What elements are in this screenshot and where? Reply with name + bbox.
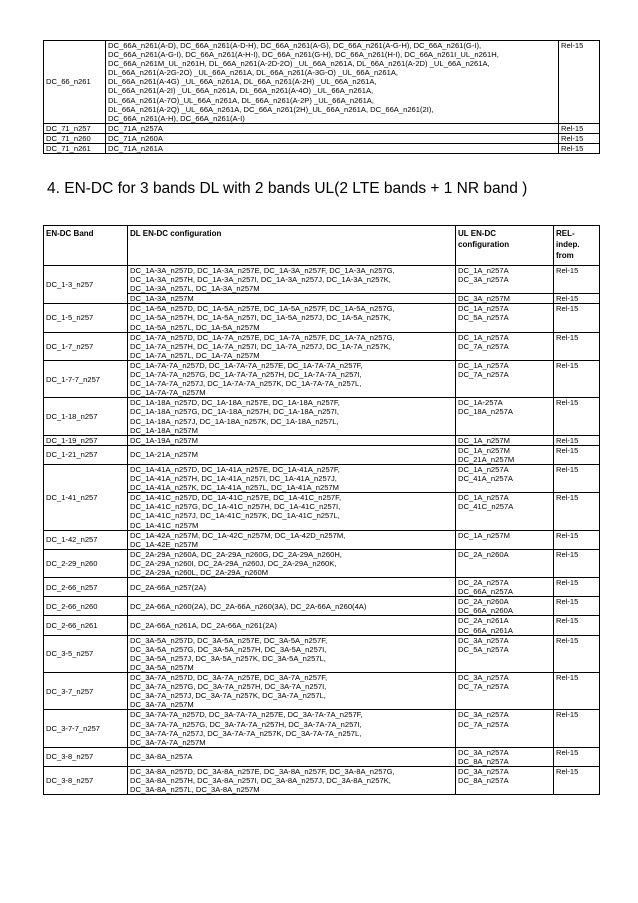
top-band-table bbox=[43, 40, 600, 154]
dl-config-line: DC_3A-7A-7A_n257M bbox=[130, 737, 206, 747]
dl-config-line: DC_3A-8A_n257A bbox=[130, 752, 193, 762]
header-ul-line: configuration bbox=[458, 240, 510, 249]
rel-cell: Rel-15 bbox=[554, 304, 600, 332]
dl-config-line: DC_3A-7A_n257G, DC_3A-7A_n257H, DC_3A-7A_n257I, bbox=[130, 682, 327, 692]
band-cell: DC_1-21_n257 bbox=[44, 445, 128, 464]
rel-cell: Rel-15 bbox=[554, 710, 600, 747]
header-rel-line: REL- bbox=[556, 229, 575, 238]
dl-config-cell bbox=[128, 332, 456, 360]
ul-config-cell bbox=[456, 747, 554, 766]
dl-config-cell bbox=[128, 398, 456, 435]
header-row bbox=[44, 226, 600, 266]
ul-config-line: DC_7A_n257A bbox=[458, 370, 509, 380]
ul-config-cell bbox=[456, 597, 554, 616]
header-rel-line: indep. bbox=[556, 240, 580, 249]
dl-config-cell bbox=[128, 294, 456, 304]
band-cell: DC_1-7_n257 bbox=[44, 332, 128, 360]
dl-config-line: DC_1A-5A_n257H, DC_1A-5A_n257I, DC_1A-5A_n257J, DC_1A-5A_n257K, bbox=[130, 313, 391, 323]
config-line: DL_66A_n261(A-2G-2O) _UL_66A_n261A, DL_66A_n261(A-3G-O) _UL_66A_n261A, bbox=[108, 68, 399, 78]
rel-cell: Rel-15 bbox=[554, 597, 600, 616]
dl-config-line: DC_1A-41A_n257H, DC_1A-41A_n257I, DC_1A-41A_n257J, bbox=[130, 474, 337, 484]
dl-config-line: DC_3A-8A_n257D, DC_3A-8A_n257E, DC_3A-8A_n257F, DC_3A-8A_n257G, bbox=[130, 766, 395, 776]
rel-cell: Rel-15 bbox=[554, 549, 600, 577]
ul-config-line: DC_7A_n257A bbox=[458, 682, 509, 692]
dl-config-cell bbox=[128, 304, 456, 332]
ul-config-cell bbox=[456, 294, 554, 304]
dl-config-line: DC_3A-7A-7A_n257J, DC_3A-7A-7A_n257K, DC_3A-7A-7A_n257L, bbox=[130, 728, 362, 738]
dl-config-line: DC_3A-8A_n257H, DC_3A-8A_n257I, DC_3A-8A_n257J, DC_3A-8A_n257K, bbox=[130, 776, 391, 786]
dl-config-line: DC_2A-66A_n260(2A), DC_2A-66A_n260(3A), DC_2A-66A_n260(4A) bbox=[130, 601, 367, 611]
dl-config-line: DC_1A-41C_n257M bbox=[130, 520, 199, 530]
ul-config-line: DC_41C_n257A bbox=[458, 502, 514, 512]
ul-config-line: DC_1A_n257M bbox=[458, 530, 510, 540]
ul-config-line: DC_2A_n260A bbox=[458, 597, 509, 607]
ul-config-cell bbox=[456, 530, 554, 549]
ul-config-cell bbox=[456, 635, 554, 672]
dl-config-line: DC_1A-18A_n257G, DC_1A-18A_n257H, DC_1A-18A_n257I, bbox=[130, 407, 339, 417]
table-row bbox=[44, 304, 600, 332]
rel-cell: Rel-15 bbox=[554, 493, 600, 530]
ul-config-cell bbox=[456, 464, 554, 492]
rel-cell: Rel-15 bbox=[554, 360, 600, 397]
band-cell: DC_3-5_n257 bbox=[44, 635, 128, 672]
dl-config-line: DC_3A-5A_n257J, DC_3A-5A_n257K, DC_3A-5A_n257L, bbox=[130, 653, 326, 663]
band-cell: DC_1-41_n257 bbox=[44, 464, 128, 530]
ul-config-line: DC_1A_n257A bbox=[458, 266, 509, 275]
config-cell bbox=[106, 123, 559, 133]
dl-config-line: DC_1A-42E_n257M bbox=[130, 539, 198, 549]
dl-config-line: DC_1A-7A-7A_n257D, DC_1A-7A-7A_n257E, DC_1A-7A-7A_n257F, bbox=[130, 360, 363, 370]
table-row bbox=[44, 493, 600, 530]
config-line: DC_71A_n261A bbox=[108, 144, 163, 154]
table-row bbox=[44, 549, 600, 577]
band-cell: DC_1-19_n257 bbox=[44, 435, 128, 445]
dl-config-line: DC_1A-7A_n257D, DC_1A-7A_n257E, DC_1A-7A_n257F, DC_1A-7A_n257G, bbox=[130, 332, 395, 342]
table-row bbox=[44, 747, 600, 766]
ul-config-cell bbox=[456, 493, 554, 530]
ul-config-cell bbox=[456, 266, 554, 294]
table-row bbox=[44, 123, 600, 133]
table-row bbox=[44, 266, 600, 294]
rel-cell: Rel-15 bbox=[554, 578, 600, 597]
dl-config-line: DC_1A-41A_n257K, DC_1A-41A_n257L, DC_1A-41A_n257M bbox=[130, 483, 339, 493]
band-cell: DC_3-7-7_n257 bbox=[44, 710, 128, 747]
ul-config-line: DC_1A_n257A bbox=[458, 304, 509, 314]
dl-config-line: DC_1A-7A-7A_n257J, DC_1A-7A-7A_n257K, DC_1A-7A-7A_n257L, bbox=[130, 379, 362, 389]
table-row bbox=[44, 635, 600, 672]
rel-cell: Rel-15 bbox=[554, 464, 600, 492]
ul-config-line: DC_8A_n257A bbox=[458, 756, 509, 766]
rel-cell: Rel-15 bbox=[559, 144, 600, 154]
ul-config-cell bbox=[456, 445, 554, 464]
ul-config-cell bbox=[456, 710, 554, 747]
table-row bbox=[44, 398, 600, 435]
dl-config-line: DC_1A-18A_n257M bbox=[130, 425, 198, 435]
ul-config-line: DC_2A_n257A bbox=[458, 578, 509, 588]
ul-config-cell bbox=[456, 304, 554, 332]
dl-config-line: DC_3A-7A_n257M bbox=[130, 700, 194, 710]
ul-config-line: DC_18A_n257A bbox=[458, 407, 513, 417]
dl-config-cell bbox=[128, 597, 456, 616]
band-cell: DC_1-42_n257 bbox=[44, 530, 128, 549]
config-cell bbox=[106, 133, 559, 143]
table-row bbox=[44, 445, 600, 464]
header-ul-config bbox=[456, 226, 554, 266]
ul-config-cell bbox=[456, 766, 554, 794]
endc-band-table bbox=[43, 225, 600, 795]
ul-config-line: DC_3A_n257A bbox=[458, 710, 509, 720]
rel-cell: Rel-15 bbox=[554, 747, 600, 766]
ul-config-line: DC_66A_n257A bbox=[458, 587, 513, 597]
rel-cell: Rel-15 bbox=[554, 616, 600, 635]
ul-config-line: DC_1A_n257A bbox=[458, 332, 509, 342]
config-line: DC_66A_n261(A-D), DC_66A_n261(A-D-H), DC_66A_n261(A-G), DC_66A_n261(A-G-H), DC_66A_n261(G-I), bbox=[108, 41, 482, 50]
top-table-body bbox=[44, 41, 600, 154]
band-cell: DC_3-8_n257 bbox=[44, 766, 128, 794]
ul-config-line: DC_1A_n257A bbox=[458, 360, 509, 370]
ul-config-line: DC_8A_n257A bbox=[458, 776, 509, 786]
dl-config-cell bbox=[128, 493, 456, 530]
dl-config-line: DC_1A-7A_n257H, DC_1A-7A_n257I, DC_1A-7A_n257J, DC_1A-7A_n257K, bbox=[130, 341, 391, 351]
dl-config-line: DC_3A-5A_n257G, DC_3A-5A_n257H, DC_3A-5A_n257I, bbox=[130, 644, 327, 654]
ul-config-line: DC_66A_n261A bbox=[458, 625, 513, 635]
rel-cell: Rel-15 bbox=[554, 445, 600, 464]
ul-config-cell bbox=[456, 398, 554, 435]
header-ul-line: UL EN-DC bbox=[458, 229, 497, 238]
dl-config-line: DC_3A-7A-7A_n257D, DC_3A-7A-7A_n257E, DC_3A-7A-7A_n257F, bbox=[130, 710, 363, 720]
config-line: DL_66A_n261(A-2Q) _UL_66A_n261A, DC_66A_n261(2H)_UL_66A_n261A, DC_66A_n261(2I), bbox=[108, 104, 434, 114]
ul-config-line: DC_1A-257A bbox=[458, 398, 503, 408]
dl-config-cell bbox=[128, 266, 456, 294]
ul-config-line: DC_3A_n257A bbox=[458, 747, 509, 757]
ul-config-line: DC_2A_n261A bbox=[458, 616, 509, 626]
dl-config-cell bbox=[128, 635, 456, 672]
ul-config-line: DC_1A_n257M bbox=[458, 445, 510, 455]
dl-config-line: DC_1A-18A_n257D, DC_1A-18A_n257E, DC_1A-18A_n257F, bbox=[130, 398, 340, 408]
ul-config-line: DC_7A_n257A bbox=[458, 341, 509, 351]
table-row bbox=[44, 464, 600, 492]
dl-config-line: DC_1A-41C_n257G, DC_1A-41C_n257H, DC_1A-41C_n257I, bbox=[130, 502, 341, 512]
ul-config-line: DC_1A_n257A bbox=[458, 464, 509, 474]
header-rel bbox=[554, 226, 600, 266]
band-cell: DC_71_n260 bbox=[44, 133, 106, 143]
config-line: DC_71A_n257A bbox=[108, 123, 163, 133]
table-header bbox=[44, 226, 600, 266]
dl-config-line: DC_1A-42A_n257M, DC_1A-42C_n257M, DC_1A-42D_n257M, bbox=[130, 530, 346, 540]
ul-config-line: DC_3A_n257A bbox=[458, 673, 509, 683]
dl-config-line: DC_1A-7A-7A_n257M bbox=[130, 388, 206, 398]
dl-config-line: DC_3A-7A_n257J, DC_3A-7A_n257K, DC_3A-7A_n257L, bbox=[130, 691, 326, 701]
ul-config-line: DC_41A_n257A bbox=[458, 474, 513, 484]
rel-cell: Rel-15 bbox=[559, 123, 600, 133]
band-cell: DC_2-66_n257 bbox=[44, 578, 128, 597]
ul-config-line: DC_21A_n257M bbox=[458, 454, 515, 464]
band-cell: DC_1-5_n257 bbox=[44, 304, 128, 332]
config-line: DC_66A_n261M_UL_n261H, DL_66A_n261(A-2D-2O) _UL_66A_n261A, DL_66A_n261(A-2D) _UL_66A_n261A, bbox=[108, 59, 490, 69]
config-line: DL_66A_n261(A-4G) _UL_66A_n261A, DL_66A_n261(A-2H) _UL_66A_n261A, bbox=[108, 77, 377, 87]
dl-config-cell bbox=[128, 616, 456, 635]
dl-config-cell bbox=[128, 747, 456, 766]
dl-config-line: DC_3A-8A_n257L, DC_3A-8A_n257M bbox=[130, 785, 260, 795]
dl-config-cell bbox=[128, 673, 456, 710]
config-cell bbox=[106, 41, 559, 124]
ul-config-line: DC_3A_n257A bbox=[458, 766, 509, 776]
rel-cell: Rel-15 bbox=[554, 332, 600, 360]
band-cell: DC_1-3_n257 bbox=[44, 266, 128, 304]
dl-config-line: DC_1A-41C_n257J, DC_1A-41C_n257K, DC_1A-41C_n257L, bbox=[130, 511, 340, 521]
dl-config-cell bbox=[128, 360, 456, 397]
dl-config-line: DC_1A-5A_n257D, DC_1A-5A_n257E, DC_1A-5A_n257F, DC_1A-5A_n257G, bbox=[130, 304, 395, 314]
ul-config-line: DC_7A_n257A bbox=[458, 719, 509, 729]
ul-config-line: DC_66A_n260A bbox=[458, 606, 513, 616]
ul-config-cell bbox=[456, 435, 554, 445]
dl-config-line: DC_2A-66A_n257(2A) bbox=[130, 582, 206, 592]
table-row bbox=[44, 332, 600, 360]
dl-config-cell bbox=[128, 530, 456, 549]
config-line: DC_66A_n261(A-G-I), DC_66A_n261(A-H-I), DC_66A_n261(G-H), DC_66A_n261(H-I), DC_66A_n261I_UL_n261H, bbox=[108, 50, 499, 60]
dl-config-line: DC_3A-5A_n257D, DC_3A-5A_n257E, DC_3A-5A_n257F, bbox=[130, 635, 328, 645]
dl-config-line: DC_2A-29A_n260L, DC_2A-29A_n260M bbox=[130, 568, 269, 577]
rel-cell: Rel-15 bbox=[554, 530, 600, 549]
dl-config-cell bbox=[128, 766, 456, 794]
dl-config-line: DC_3A-5A_n257M bbox=[130, 662, 194, 672]
table-row bbox=[44, 133, 600, 143]
table-body bbox=[44, 266, 600, 795]
ul-config-line: DC_3A_n257M bbox=[458, 294, 510, 304]
ul-config-line: DC_2A_n260A bbox=[458, 549, 509, 559]
header-dl-config: DL EN-DC configuration bbox=[128, 226, 456, 266]
ul-config-cell bbox=[456, 360, 554, 397]
config-line: DC_71A_n260A bbox=[108, 133, 163, 143]
dl-config-line: DC_1A-3A_n257M bbox=[130, 294, 194, 304]
dl-config-line: DC_2A-66A_n261A, DC_2A-66A_n261(2A) bbox=[130, 621, 277, 631]
dl-config-line: DC_3A-7A-7A_n257G, DC_3A-7A-7A_n257H, DC_3A-7A-7A_n257I, bbox=[130, 719, 362, 729]
table-row bbox=[44, 360, 600, 397]
rel-cell: Rel-15 bbox=[554, 266, 600, 294]
table-row bbox=[44, 578, 600, 597]
table-row bbox=[44, 597, 600, 616]
rel-cell: Rel-15 bbox=[554, 635, 600, 672]
header-band: EN-DC Band bbox=[44, 226, 128, 266]
dl-config-line: DC_1A-3A_n257D, DC_1A-3A_n257E, DC_1A-3A_n257F, DC_1A-3A_n257G, bbox=[130, 266, 395, 275]
rel-cell: Rel-15 bbox=[554, 673, 600, 710]
config-cell bbox=[106, 144, 559, 154]
table-row bbox=[44, 710, 600, 747]
dl-config-line: DC_1A-7A_n257L, DC_1A-7A_n257M bbox=[130, 350, 260, 360]
header-rel-line: from bbox=[556, 251, 574, 260]
dl-config-line: DC_1A-19A_n257M bbox=[130, 435, 198, 445]
ul-config-line: DC_1A_n257M bbox=[458, 435, 510, 445]
band-cell: DC_1-18_n257 bbox=[44, 398, 128, 435]
dl-config-cell bbox=[128, 435, 456, 445]
dl-config-line: DC_1A-3A_n257H, DC_1A-3A_n257I, DC_1A-3A_n257J, DC_1A-3A_n257K, bbox=[130, 275, 391, 285]
config-line: DC_66A_n261(A-H), DC_66A_n261(A-I) bbox=[108, 113, 245, 123]
ul-config-cell bbox=[456, 549, 554, 577]
dl-config-line: DC_1A-21A_n257M bbox=[130, 450, 198, 460]
dl-config-line: DC_3A-7A_n257D, DC_3A-7A_n257E, DC_3A-7A_n257F, bbox=[130, 673, 328, 683]
dl-config-cell bbox=[128, 710, 456, 747]
section-heading: 4. EN-DC for 3 bands DL with 2 bands UL(2 LTE bands + 1 NR band ) bbox=[47, 180, 528, 197]
dl-config-line: DC_1A-18A_n257J, DC_1A-18A_n257K, DC_1A-18A_n257L, bbox=[130, 416, 339, 426]
band-cell: DC_2-66_n260 bbox=[44, 597, 128, 616]
dl-config-line: DC_1A-3A_n257L, DC_1A-3A_n257M bbox=[130, 284, 260, 294]
band-cell: DC_3-7_n257 bbox=[44, 673, 128, 710]
dl-config-line: DC_1A-5A_n257L, DC_1A-5A_n257M bbox=[130, 322, 260, 332]
band-cell: DC_71_n257 bbox=[44, 123, 106, 133]
band-cell: DC_1-7-7_n257 bbox=[44, 360, 128, 397]
config-line: DL_66A_n261(A-7O)_UL_66A_n261A, DL_66A_n261(A-2P) _UL_66A_n261A, bbox=[108, 95, 374, 105]
table-row bbox=[44, 673, 600, 710]
table-row bbox=[44, 766, 600, 794]
ul-config-line: DC_3A_n257A bbox=[458, 635, 509, 645]
ul-config-line: DC_5A_n257A bbox=[458, 644, 509, 654]
band-cell: DC_71_n261 bbox=[44, 144, 106, 154]
dl-config-line: DC_1A-7A-7A_n257G, DC_1A-7A-7A_n257H, DC_1A-7A-7A_n257I, bbox=[130, 370, 362, 380]
rel-cell: Rel-15 bbox=[559, 41, 600, 124]
rel-cell: Rel-15 bbox=[554, 398, 600, 435]
rel-cell: Rel-15 bbox=[559, 133, 600, 143]
dl-config-line: DC_1A-41A_n257D, DC_1A-41A_n257E, DC_1A-41A_n257F, bbox=[130, 464, 340, 474]
ul-config-line: DC_5A_n257A bbox=[458, 313, 509, 323]
rel-cell: Rel-15 bbox=[554, 766, 600, 794]
ul-config-cell bbox=[456, 673, 554, 710]
ul-config-line: DC_3A_n257A bbox=[458, 275, 509, 285]
dl-config-cell bbox=[128, 445, 456, 464]
rel-cell: Rel-15 bbox=[554, 294, 600, 304]
rel-cell: Rel-15 bbox=[554, 435, 600, 445]
table-row bbox=[44, 41, 600, 124]
table-row bbox=[44, 616, 600, 635]
dl-config-cell bbox=[128, 578, 456, 597]
band-cell: DC_2-66_n261 bbox=[44, 616, 128, 635]
ul-config-cell bbox=[456, 332, 554, 360]
config-line: DL_66A_n261(A-2I) _UL_66A_n261A, DL_66A_n261(A-4O) _UL_66A_n261A, bbox=[108, 86, 374, 96]
dl-config-cell bbox=[128, 549, 456, 577]
dl-config-line: DC_2A-29A_n260A, DC_2A-29A_n260G, DC_2A-29A_n260H, bbox=[130, 549, 342, 559]
band-cell: DC_66_n261 bbox=[44, 41, 106, 124]
table-row bbox=[44, 435, 600, 445]
band-cell: DC_2-29_n260 bbox=[44, 549, 128, 577]
ul-config-cell bbox=[456, 616, 554, 635]
dl-config-line: DC_1A-41C_n257D, DC_1A-41C_n257E, DC_1A-41C_n257F, bbox=[130, 493, 342, 503]
ul-config-line: DC_1A_n257A bbox=[458, 493, 509, 503]
band-cell: DC_3-8_n257 bbox=[44, 747, 128, 766]
ul-config-cell bbox=[456, 578, 554, 597]
table-row bbox=[44, 294, 600, 304]
table-row bbox=[44, 530, 600, 549]
table-row bbox=[44, 144, 600, 154]
dl-config-cell bbox=[128, 464, 456, 492]
dl-config-line: DC_2A-29A_n260I, DC_2A-29A_n260J, DC_2A-29A_n260K, bbox=[130, 558, 337, 568]
